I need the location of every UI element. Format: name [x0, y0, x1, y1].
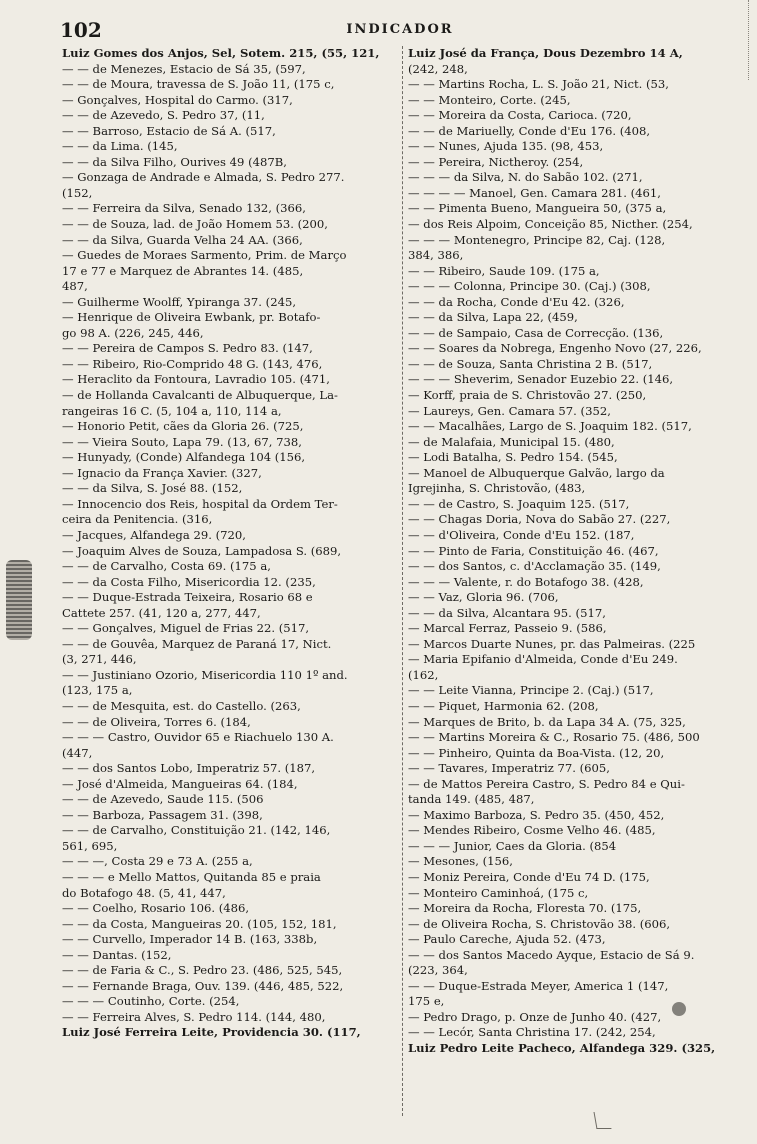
- directory-entry: — — Pereira de Campos S. Pedro 83. (147,: [62, 341, 313, 356]
- directory-entry: — — Nunes, Ajuda 135. (98, 453,: [408, 139, 604, 154]
- directory-entry: do Botafogo 48. (5, 41, 447,: [62, 885, 226, 900]
- directory-entry: 175 e,: [408, 994, 445, 1009]
- directory-entry: — — de Mariuelly, Conde d'Eu 176. (408,: [408, 123, 651, 138]
- directory-entry: — — — Junior, Caes da Gloria. (854: [408, 838, 617, 853]
- directory-entry: — — de Oliveira, Torres 6. (184,: [62, 714, 251, 729]
- directory-entry: — — Chagas Doria, Nova do Sabão 27. (227,: [408, 512, 671, 527]
- directory-entry: Luiz Pedro Leite Pacheco, Alfandega 329. (325,: [408, 1041, 716, 1055]
- directory-entry: — — Pimenta Bueno, Mangueira 50, (375 a,: [408, 201, 667, 216]
- directory-entry: — — — e Mello Mattos, Quitanda 85 e praia: [62, 869, 321, 884]
- page-damage-mark: [6, 560, 32, 640]
- directory-entry: — — de Azevedo, S. Pedro 37, (11,: [62, 108, 265, 123]
- right-column: [408, 46, 742, 1057]
- directory-entry: — — Tavares, Imperatriz 77. (605,: [408, 761, 610, 776]
- directory-entry: — — da Rocha, Conde d'Eu 42. (326,: [408, 294, 625, 309]
- directory-entry: — Mesones, (156,: [408, 854, 513, 869]
- directory-entry: — — de Castro, S. Joaquim 125. (517,: [408, 496, 630, 511]
- directory-entry: — Maximo Barboza, S. Pedro 35. (450, 452,: [408, 807, 665, 822]
- directory-entry: — — dos Santos, c. d'Acclamação 35. (149,: [408, 559, 661, 574]
- directory-entry: Luiz José da França, Dous Dezembro 14 A,: [408, 46, 683, 60]
- directory-entry: — Moreira da Rocha, Floresta 70. (175,: [408, 901, 642, 916]
- directory-entry: — Moniz Pereira, Conde d'Eu 74 D. (175,: [408, 869, 650, 884]
- directory-entry: — — Justiniano Ozorio, Misericordia 110 1º and.: [62, 667, 348, 682]
- directory-entry: — — Barroso, Estacio de Sá A. (517,: [62, 123, 276, 138]
- directory-entry: — — — Castro, Ouvidor 65 e Riachuelo 130 A.: [62, 730, 334, 745]
- directory-entry: Igrejinha, S. Christovão, (483,: [408, 481, 586, 496]
- directory-entry: 487,: [62, 279, 88, 294]
- directory-entry: — — Martins Moreira & C., Rosario 75. (486, 500: [408, 730, 700, 745]
- directory-entry: — — Gonçalves, Miguel de Frias 22. (517,: [62, 621, 310, 636]
- page-header: [60, 18, 740, 44]
- directory-entry: — — de Carvalho, Constituição 21. (142, 146,: [62, 823, 331, 838]
- directory-entry: 384, 386,: [408, 248, 464, 263]
- directory-entry: — — Vaz, Gloria 96. (706,: [408, 590, 559, 605]
- directory-entry: 561, 695,: [62, 838, 118, 853]
- directory-entry: — de Mattos Pereira Castro, S. Pedro 84 e Qui-: [408, 776, 685, 791]
- directory-entry: — — —, Costa 29 e 73 A. (255 a,: [62, 854, 253, 869]
- directory-entry: — — Lecór, Santa Christina 17. (242, 254,: [408, 1025, 656, 1040]
- directory-entry: — de Oliveira Rocha, S. Christovão 38. (606,: [408, 916, 671, 931]
- directory-entry: — — dos Santos Macedo Ayque, Estacio de Sá 9.: [408, 947, 695, 962]
- directory-entry: — José d'Almeida, Mangueiras 64. (184,: [62, 776, 298, 791]
- directory-entry: — Marques de Brito, b. da Lapa 34 A. (75, 325,: [408, 714, 686, 729]
- directory-entry: — — da Silva, Lapa 22, (459,: [408, 310, 578, 325]
- directory-entry: — — de Mesquita, est. do Castello. (263,: [62, 698, 301, 713]
- directory-entry: — — Barboza, Passagem 31. (398,: [62, 807, 263, 822]
- directory-entry: — — dos Santos Lobo, Imperatriz 57. (187,: [62, 761, 316, 776]
- directory-entry: — Laureys, Gen. Camara 57. (352,: [408, 403, 611, 418]
- directory-entry: — Jacques, Alfandega 29. (720,: [62, 527, 246, 542]
- page-number: 102: [60, 18, 102, 42]
- directory-entry: — — — — Manoel, Gen. Camara 281. (461,: [408, 185, 661, 200]
- directory-entry: 17 e 77 e Marquez de Abrantes 14. (485,: [62, 263, 304, 278]
- directory-entry: — — Monteiro, Corte. (245,: [408, 92, 571, 107]
- directory-entry: — — Piquet, Harmonia 62. (208,: [408, 698, 599, 713]
- directory-entry: — — da Silva, Alcantara 95. (517,: [408, 605, 606, 620]
- directory-entry: — — de Menezes, Estacio de Sá 35, (597,: [62, 61, 306, 76]
- directory-entry: Luiz Gomes dos Anjos, Sel, Sotem. 215, (55, 121,: [62, 46, 380, 60]
- directory-entry: — Honorio Petit, cães da Gloria 26. (725,: [62, 419, 304, 434]
- directory-entry: (162,: [408, 667, 439, 682]
- directory-entry: — — da Silva, Guarda Velha 24 AA. (366,: [62, 232, 303, 247]
- directory-entry: — — Vieira Souto, Lapa 79. (13, 67, 738,: [62, 434, 302, 449]
- left-column: [62, 46, 402, 1041]
- directory-entry: rangeiras 16 C. (5, 104 a, 110, 114 a,: [62, 403, 282, 418]
- directory-entry: — — de Sampaio, Casa de Correcção. (136,: [408, 325, 664, 340]
- directory-entry: — Lodi Batalha, S. Pedro 154. (545,: [408, 450, 618, 465]
- directory-entry: — — — Sheverim, Senador Euzebio 22. (146,: [408, 372, 674, 387]
- directory-entry: — Marcos Duarte Nunes, pr. das Palmeiras. (225: [408, 636, 696, 651]
- directory-entry: — Gonçalves, Hospital do Carmo. (317,: [62, 92, 293, 107]
- directory-entry: — — de Carvalho, Costa 69. (175 a,: [62, 559, 271, 574]
- directory-entry: — Marcal Ferraz, Passeio 9. (586,: [408, 621, 607, 636]
- directory-entry: tanda 149. (485, 487,: [408, 792, 535, 807]
- directory-entry: — de Hollanda Cavalcanti de Albuquerque, La-: [62, 388, 338, 403]
- directory-entry: — — Duque-Estrada Meyer, America 1 (147,: [408, 978, 669, 993]
- directory-entry: — — — Coutinho, Corte. (254,: [62, 994, 240, 1009]
- running-head: INDICADOR: [346, 22, 454, 37]
- directory-entry: — — de Souza, Santa Christina 2 B. (517,: [408, 356, 653, 371]
- directory-entry: — Ignacio da França Xavier. (327,: [62, 465, 262, 480]
- directory-entry: — — Macalhães, Largo de S. Joaquim 182. (517,: [408, 419, 692, 434]
- directory-entry: (242, 248,: [408, 61, 468, 76]
- directory-entry: — Heraclito da Fontoura, Lavradio 105. (471,: [62, 372, 330, 387]
- directory-entry: — — Duque-Estrada Teixeira, Rosario 68 e: [62, 590, 313, 605]
- directory-entry: — — Dantas. (152,: [62, 947, 172, 962]
- directory-entry: — — de Gouvêa, Marquez de Paraná 17, Nict.: [62, 636, 332, 651]
- ink-blot: [672, 1002, 686, 1016]
- directory-entry: — — — Colonna, Principe 30. (Caj.) (308,: [408, 279, 651, 294]
- directory-entry: ceira da Penitencia. (316,: [62, 512, 213, 527]
- directory-entry: (3, 271, 446,: [62, 652, 137, 667]
- directory-entry: — — — da Silva, N. do Sabão 102. (271,: [408, 170, 643, 185]
- directory-entry: — — de Azevedo, Saude 115. (506: [62, 792, 264, 807]
- directory-entry: — — Soares da Nobrega, Engenho Novo (27, 226,: [408, 341, 702, 356]
- directory-entry: — — Leite Vianna, Principe 2. (Caj.) (517,: [408, 683, 654, 698]
- directory-entry: — — Pinheiro, Quinta da Boa-Vista. (12, 20,: [408, 745, 665, 760]
- directory-entry: — — Ribeiro, Rio-Comprido 48 G. (143, 476,: [62, 356, 323, 371]
- directory-entry: — Henrique de Oliveira Ewbank, pr. Botafo-: [62, 310, 321, 325]
- directory-entry: — Monteiro Caminhoá, (175 c,: [408, 885, 589, 900]
- directory-entry: — — Ferreira da Silva, Senado 132, (366,: [62, 201, 306, 216]
- directory-entry: — — d'Oliveira, Conde d'Eu 152. (187,: [408, 527, 635, 542]
- directory-entry: — Gonzaga de Andrade e Almada, S. Pedro 277.: [62, 170, 345, 185]
- directory-entry: — — Coelho, Rosario 106. (486,: [62, 901, 250, 916]
- directory-entry: — Pedro Drago, p. Onze de Junho 40. (427,: [408, 1009, 662, 1024]
- directory-entry: — Guedes de Moraes Sarmento, Prim. de Março: [62, 248, 347, 263]
- directory-entry: — — da Costa Filho, Misericordia 12. (235,: [62, 574, 316, 589]
- directory-entry: (223, 364,: [408, 963, 468, 978]
- pencil-mark: [594, 1112, 612, 1129]
- directory-entry: (152,: [62, 185, 93, 200]
- directory-entry: — — Fernande Braga, Ouv. 139. (446, 485, 522,: [62, 978, 344, 993]
- directory-entry: Luiz José Ferreira Leite, Providencia 30. (117,: [62, 1025, 361, 1040]
- directory-entry: — dos Reis Alpoim, Conceição 85, Nicther. (254,: [408, 217, 693, 232]
- directory-entry: — Korff, praia de S. Christovão 27. (250,: [408, 388, 647, 403]
- directory-entry: — Manoel de Albuquerque Galvão, largo da: [408, 465, 665, 480]
- directory-entry: — — Moreira da Costa, Carioca. (720,: [408, 108, 632, 123]
- directory-entry: — — Pereira, Nictheroy. (254,: [408, 154, 584, 169]
- directory-entry: (447,: [62, 745, 93, 760]
- directory-entry: — — de Moura, travessa de S. João 11, (175 c,: [62, 77, 335, 92]
- directory-entry: — Innocencio dos Reis, hospital da Ordem Ter-: [62, 496, 338, 511]
- column-divider: [402, 46, 403, 1116]
- directory-entry: — — de Faria & C., S. Pedro 23. (486, 525, 545,: [62, 963, 343, 978]
- directory-entry: — — Ribeiro, Saude 109. (175 a,: [408, 263, 600, 278]
- directory-entry: — — da Silva, S. José 88. (152,: [62, 481, 243, 496]
- directory-entry: — — da Costa, Mangueiras 20. (105, 152, 181,: [62, 916, 337, 931]
- directory-entry: — — da Silva Filho, Ourives 49 (487B,: [62, 154, 287, 169]
- directory-entry: — — Ferreira Alves, S. Pedro 114. (144, 480,: [62, 1009, 326, 1024]
- directory-entry: — — Martins Rocha, L. S. João 21, Nict. (53,: [408, 77, 669, 92]
- directory-entry: — — de Souza, lad. de João Homem 53. (200,: [62, 217, 328, 232]
- directory-entry: — Hunyady, (Conde) Alfandega 104 (156,: [62, 450, 306, 465]
- directory-entry: — Mendes Ribeiro, Cosme Velho 46. (485,: [408, 823, 656, 838]
- directory-entry: (123, 175 a,: [62, 683, 133, 698]
- directory-entry: — — da Lima. (145,: [62, 139, 178, 154]
- directory-entry: Cattete 257. (41, 120 a, 277, 447,: [62, 605, 261, 620]
- directory-entry: — Joaquim Alves de Souza, Lampadosa S. (689,: [62, 543, 342, 558]
- directory-entry: — Paulo Careche, Ajuda 52. (473,: [408, 932, 606, 947]
- directory-entry: — — — Valente, r. do Botafogo 38. (428,: [408, 574, 644, 589]
- directory-entry: — — Pinto de Faria, Constituição 46. (467,: [408, 543, 659, 558]
- directory-entry: — — Curvello, Imperador 14 B. (163, 338b,: [62, 932, 318, 947]
- directory-entry: go 98 A. (226, 245, 446,: [62, 325, 204, 340]
- directory-entry: — de Malafaia, Municipal 15. (480,: [408, 434, 615, 449]
- directory-entry: — — — Montenegro, Principe 82, Caj. (128,: [408, 232, 666, 247]
- directory-entry: — Maria Epifanio d'Almeida, Conde d'Eu 249.: [408, 652, 678, 667]
- directory-entry: — Guilherme Woolff, Ypiranga 37. (245,: [62, 294, 297, 309]
